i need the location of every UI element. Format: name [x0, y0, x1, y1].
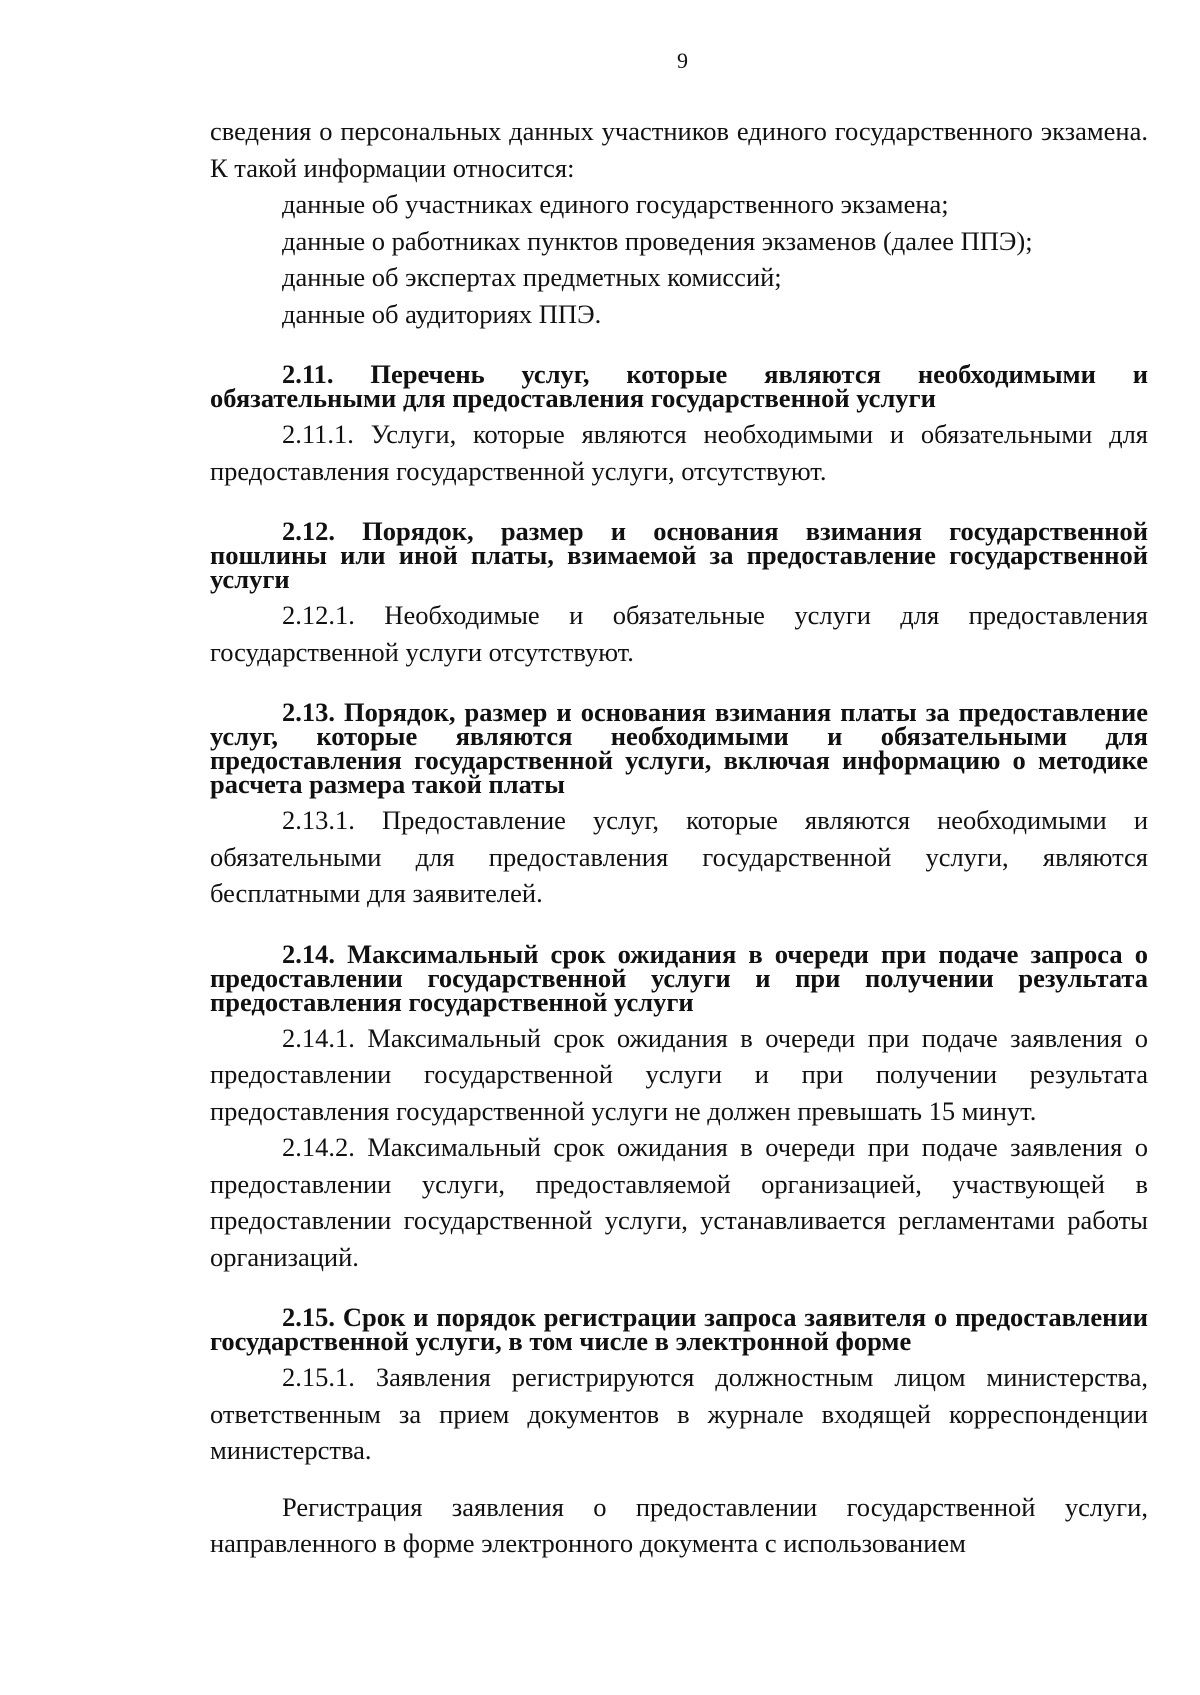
section-paragraph: 2.13.1. Предоставление услуг, которые являются необходимыми и обязательными для предоставления государственной услуги, являются бесплатными для заявителей.: [210, 805, 1148, 908]
list-item: данные об аудиториях ППЭ.: [282, 298, 602, 329]
intro-paragraph: сведения о персональных данных участников единого государственного экзамена. К такой информации относится:: [210, 116, 1148, 183]
list-item: данные об экспертах предметных комиссий;: [282, 262, 782, 292]
section-2-14: [210, 938, 1148, 1276]
section-heading: 2.12. Порядок, размер и основания взимания государственной пошлины или иной платы, взимаемой за предоставление государственной услуги: [210, 516, 1148, 594]
section-heading: 2.13. Порядок, размер и основания взимания платы за предоставление услуг, которые являются необходимыми и обязательными для предоставления государственной услуги, включая информацию о методике расчета размера такой платы: [210, 697, 1148, 799]
list-item: данные о работниках пунктов проведения экзаменов (далее ППЭ);: [282, 225, 1033, 256]
section-paragraph: Регистрация заявления о предоставлении государственной услуги, направленного в форме электронного документа с использованием: [210, 1491, 1148, 1558]
page-number: 9: [677, 48, 688, 73]
section-2-11: [210, 359, 1148, 489]
section-paragraph: 2.14.2. Максимальный срок ожидания в очереди при подаче заявления о предоставлении услуги, предоставляемой организацией, участвующей в предоставлении государственной услуги, устанавливается регламентами работы организаций.: [210, 1132, 1148, 1272]
section-heading: 2.11. Перечень услуг, которые являются необходимыми и обязательными для предоставления государственной услуги: [210, 359, 1148, 413]
list-item: данные об участниках единого государственного экзамена;: [282, 189, 949, 219]
section-paragraph: 2.11.1. Услуги, которые являются необходимыми и обязательными для предоставления государственной услуги, отсутствуют.: [210, 419, 1148, 486]
section-2-12: [210, 516, 1148, 670]
document-body: [210, 113, 1148, 1562]
section-heading: 2.14. Максимальный срок ожидания в очереди при подаче запроса о предоставлении государственной услуги и при получении результата предоставления государственной услуги: [210, 938, 1148, 1017]
section-paragraph: 2.14.1. Максимальный срок ожидания в очереди при подаче заявления о предоставлении государственной услуги и при получении результата предоставления государственной услуги не должен превышать 15 минут.: [210, 1022, 1148, 1126]
section-2-15: [210, 1302, 1148, 1562]
section-heading: 2.15. Срок и порядок регистрации запроса заявителя о предоставлении государственной услуги, в том числе в электронной форме: [210, 1302, 1148, 1356]
section-paragraph: 2.12.1. Необходимые и обязательные услуги для предоставления государственной услуги отсутствуют.: [210, 600, 1148, 667]
section-2-13: [210, 697, 1148, 912]
section-paragraph: 2.15.1. Заявления регистрируются должностным лицом министерства, ответственным за прием документов в журнале входящей корреспонденции министерства.: [210, 1362, 1148, 1465]
